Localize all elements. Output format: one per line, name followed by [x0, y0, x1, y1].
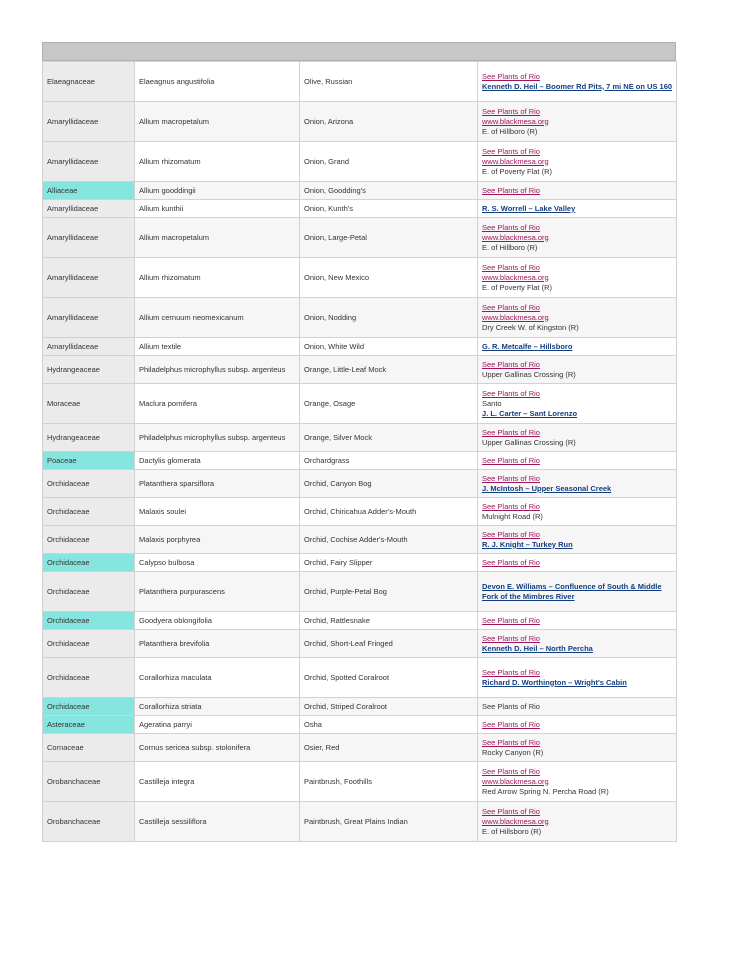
family-cell: Orchidaceae	[43, 630, 135, 658]
reference-link[interactable]: See Plants of Rio	[482, 455, 540, 465]
links-cell	[478, 526, 677, 554]
links-cell	[478, 612, 677, 630]
family-cell: Amaryllidaceae	[43, 258, 135, 298]
family-cell: Orchidaceae	[43, 554, 135, 572]
reference-link[interactable]: See Plants of Rio	[482, 262, 540, 272]
links-cell	[478, 218, 677, 258]
reference-link[interactable]: See Plants of Rio	[482, 766, 540, 776]
location-note: Rocky Canyon (R)	[482, 747, 544, 757]
family-cell: Orobanchaceae	[43, 762, 135, 802]
table-header-bar	[42, 42, 676, 61]
common-name-cell: Orchid, Short-Leaf Fringed	[300, 630, 478, 658]
common-name-cell: Orchid, Striped Coralroot	[300, 698, 478, 716]
common-name-cell: Onion, Nodding	[300, 298, 478, 338]
scientific-name-cell: Allium rhizomatum	[135, 258, 300, 298]
reference-link[interactable]: See Plants of Rio	[482, 302, 540, 312]
table-row	[43, 658, 677, 698]
scientific-name-cell: Elaeagnus angustifolia	[135, 62, 300, 102]
location-note: See Plants of Rio	[482, 701, 540, 711]
reference-link[interactable]: J. L. Carter – Sant Lorenzo	[482, 408, 578, 418]
family-cell: Asteraceae	[43, 716, 135, 734]
location-note: E. of Poverty Flat (R)	[482, 282, 553, 292]
scientific-name-cell: Dactylis glomerata	[135, 452, 300, 470]
links-cell	[478, 658, 677, 698]
reference-link[interactable]: www.blackmesa.org	[482, 156, 549, 166]
location-note: Upper Gallinas Crossing (R)	[482, 437, 576, 447]
reference-link[interactable]: See Plants of Rio	[482, 473, 540, 483]
location-note: E. of Hillboro (R)	[482, 126, 538, 136]
reference-link[interactable]: See Plants of Rio	[482, 633, 540, 643]
links-cell	[478, 498, 677, 526]
reference-link[interactable]: See Plants of Rio	[482, 185, 540, 195]
links-cell	[478, 716, 677, 734]
scientific-name-cell: Calypso bulbosa	[135, 554, 300, 572]
reference-link[interactable]: R. S. Worrell – Lake Valley	[482, 203, 576, 213]
common-name-cell: Onion, White Wild	[300, 338, 478, 356]
reference-link[interactable]: G. R. Metcalfe – Hillsboro	[482, 341, 573, 351]
location-note: E. of Poverty Flat (R)	[482, 166, 553, 176]
scientific-name-cell: Goodyera oblongifolia	[135, 612, 300, 630]
family-cell: Amaryllidaceae	[43, 338, 135, 356]
family-cell: Orchidaceae	[43, 498, 135, 526]
reference-link[interactable]: www.blackmesa.org	[482, 272, 549, 282]
table-row	[43, 498, 677, 526]
common-name-cell: Osha	[300, 716, 478, 734]
links-cell	[478, 298, 677, 338]
reference-link[interactable]: www.blackmesa.org	[482, 312, 549, 322]
common-name-cell: Orange, Little-Leaf Mock	[300, 356, 478, 384]
common-name-cell: Onion, Goodding's	[300, 182, 478, 200]
scientific-name-cell: Platanthera brevifolia	[135, 630, 300, 658]
family-cell: Moraceae	[43, 384, 135, 424]
links-cell	[478, 424, 677, 452]
table-row	[43, 62, 677, 102]
family-cell: Amaryllidaceae	[43, 142, 135, 182]
family-cell: Elaeagnaceae	[43, 62, 135, 102]
scientific-name-cell: Ageratina parryi	[135, 716, 300, 734]
reference-link[interactable]: See Plants of Rio	[482, 806, 540, 816]
table-row	[43, 572, 677, 612]
reference-link[interactable]: See Plants of Rio	[482, 737, 540, 747]
family-cell: Orchidaceae	[43, 470, 135, 498]
reference-link[interactable]: See Plants of Rio	[482, 359, 540, 369]
scientific-name-cell: Castilleja sessiliflora	[135, 802, 300, 842]
common-name-cell: Paintbrush, Great Plains Indian	[300, 802, 478, 842]
common-name-cell: Orchid, Canyon Bog	[300, 470, 478, 498]
links-cell	[478, 734, 677, 762]
family-cell: Cornaceae	[43, 734, 135, 762]
links-cell	[478, 572, 677, 612]
family-cell: Orchidaceae	[43, 526, 135, 554]
table-row	[43, 716, 677, 734]
scientific-name-cell: Malaxis soulei	[135, 498, 300, 526]
family-cell: Amaryllidaceae	[43, 298, 135, 338]
reference-link[interactable]: Kenneth D. Heil – North Percha	[482, 643, 593, 653]
reference-link[interactable]: J. McIntosh – Upper Seasonal Creek	[482, 483, 612, 493]
table-row	[43, 424, 677, 452]
reference-link[interactable]: See Plants of Rio	[482, 71, 540, 81]
family-cell: Amaryllidaceae	[43, 218, 135, 258]
table-row	[43, 200, 677, 218]
scientific-name-cell: Platanthera purpurascens	[135, 572, 300, 612]
reference-link[interactable]: See Plants of Rio	[482, 667, 540, 677]
family-cell: Hydrangeaceae	[43, 356, 135, 384]
table-row	[43, 698, 677, 716]
plant-list-sheet	[42, 42, 676, 842]
common-name-cell: Olive, Russian	[300, 62, 478, 102]
common-name-cell: Orange, Silver Mock	[300, 424, 478, 452]
links-cell	[478, 356, 677, 384]
table-row	[43, 452, 677, 470]
table-row	[43, 142, 677, 182]
table-row	[43, 384, 677, 424]
links-cell	[478, 698, 677, 716]
reference-link[interactable]: www.blackmesa.org	[482, 232, 549, 242]
plant-table	[42, 61, 677, 842]
common-name-cell: Paintbrush, Foothills	[300, 762, 478, 802]
reference-link[interactable]: See Plants of Rio	[482, 501, 540, 511]
reference-link[interactable]: See Plants of Rio	[482, 222, 540, 232]
reference-link[interactable]: www.blackmesa.org	[482, 776, 549, 786]
table-row	[43, 554, 677, 572]
family-cell: Amaryllidaceae	[43, 200, 135, 218]
family-cell: Orchidaceae	[43, 698, 135, 716]
scientific-name-cell: Allium gooddingii	[135, 182, 300, 200]
scientific-name-cell: Malaxis porphyrea	[135, 526, 300, 554]
scientific-name-cell: Allium cernuum neomexicanum	[135, 298, 300, 338]
table-row	[43, 630, 677, 658]
location-note: Mulnight Road (R)	[482, 511, 543, 521]
location-note: Red Arrow Spring N. Percha Road (R)	[482, 786, 609, 796]
location-note: E. of Hillsboro (R)	[482, 826, 542, 836]
scientific-name-cell: Allium macropetalum	[135, 218, 300, 258]
links-cell	[478, 762, 677, 802]
links-cell	[478, 62, 677, 102]
reference-link[interactable]: www.blackmesa.org	[482, 816, 549, 826]
common-name-cell: Osier, Red	[300, 734, 478, 762]
reference-link[interactable]: Devon E. Williams – Confluence of South & Middle Fork of the Mimbres River	[482, 581, 662, 601]
table-row	[43, 338, 677, 356]
reference-link[interactable]: See Plants of Rio	[482, 427, 540, 437]
table-row	[43, 470, 677, 498]
common-name-cell: Orchid, Chiricahua Adder's-Mouth	[300, 498, 478, 526]
location-note: E. of Hillboro (R)	[482, 242, 538, 252]
reference-link[interactable]: Richard D. Worthington – Wright's Cabin	[482, 677, 627, 687]
table-row	[43, 258, 677, 298]
links-cell	[478, 102, 677, 142]
reference-link[interactable]: Kenneth D. Heil – Boomer Rd Pits, 7 mi NE on US 160	[482, 81, 672, 91]
scientific-name-cell: Cornus sericea subsp. stolonifera	[135, 734, 300, 762]
scientific-name-cell: Castilleja integra	[135, 762, 300, 802]
scientific-name-cell: Allium textile	[135, 338, 300, 356]
links-cell	[478, 182, 677, 200]
common-name-cell: Onion, New Mexico	[300, 258, 478, 298]
table-row	[43, 298, 677, 338]
table-row	[43, 734, 677, 762]
links-cell	[478, 554, 677, 572]
family-cell: Poaceae	[43, 452, 135, 470]
links-cell	[478, 338, 677, 356]
family-cell: Alliaceae	[43, 182, 135, 200]
scientific-name-cell: Philadelphus microphyllus subsp. argenteus	[135, 424, 300, 452]
table-row	[43, 526, 677, 554]
family-cell: Amaryllidaceae	[43, 102, 135, 142]
links-cell	[478, 452, 677, 470]
scientific-name-cell: Platanthera sparsiflora	[135, 470, 300, 498]
links-cell	[478, 384, 677, 424]
reference-link[interactable]: R. J. Knight – Turkey Run	[482, 539, 573, 549]
common-name-cell: Orchardgrass	[300, 452, 478, 470]
table-row	[43, 802, 677, 842]
reference-link[interactable]: www.blackmesa.org	[482, 116, 549, 126]
table-row	[43, 182, 677, 200]
location-note: Santo	[482, 398, 502, 408]
links-cell	[478, 470, 677, 498]
family-cell: Orchidaceae	[43, 658, 135, 698]
reference-link[interactable]: See Plants of Rio	[482, 615, 540, 625]
common-name-cell: Orchid, Fairy Slipper	[300, 554, 478, 572]
location-note: Dry Creek W. of Kingston (R)	[482, 322, 579, 332]
links-cell	[478, 258, 677, 298]
family-cell: Orchidaceae	[43, 612, 135, 630]
table-row	[43, 612, 677, 630]
reference-link[interactable]: See Plants of Rio	[482, 557, 540, 567]
table-row	[43, 102, 677, 142]
common-name-cell: Orchid, Rattlesnake	[300, 612, 478, 630]
scientific-name-cell: Philadelphus microphyllus subsp. argenteus	[135, 356, 300, 384]
common-name-cell: Orchid, Cochise Adder's-Mouth	[300, 526, 478, 554]
common-name-cell: Orchid, Spotted Coralroot	[300, 658, 478, 698]
links-cell	[478, 630, 677, 658]
reference-link[interactable]: See Plants of Rio	[482, 146, 540, 156]
scientific-name-cell: Corallorhiza striata	[135, 698, 300, 716]
reference-link[interactable]: See Plants of Rio	[482, 529, 540, 539]
scientific-name-cell: Allium macropetalum	[135, 102, 300, 142]
reference-link[interactable]: See Plants of Rio	[482, 106, 540, 116]
plant-table-body	[43, 62, 677, 842]
reference-link[interactable]: See Plants of Rio	[482, 388, 540, 398]
links-cell	[478, 200, 677, 218]
scientific-name-cell: Allium kunthii	[135, 200, 300, 218]
scientific-name-cell: Maclura pomifera	[135, 384, 300, 424]
table-row	[43, 218, 677, 258]
common-name-cell: Orange, Osage	[300, 384, 478, 424]
common-name-cell: Onion, Arizona	[300, 102, 478, 142]
links-cell	[478, 142, 677, 182]
common-name-cell: Onion, Grand	[300, 142, 478, 182]
family-cell: Hydrangeaceae	[43, 424, 135, 452]
scientific-name-cell: Corallorhiza maculata	[135, 658, 300, 698]
common-name-cell: Orchid, Purple-Petal Bog	[300, 572, 478, 612]
reference-link[interactable]: See Plants of Rio	[482, 719, 540, 729]
location-note: Upper Gallinas Crossing (R)	[482, 369, 576, 379]
links-cell	[478, 802, 677, 842]
table-row	[43, 762, 677, 802]
scientific-name-cell: Allium rhizomatum	[135, 142, 300, 182]
table-row	[43, 356, 677, 384]
common-name-cell: Onion, Kunth's	[300, 200, 478, 218]
family-cell: Orobanchaceae	[43, 802, 135, 842]
family-cell: Orchidaceae	[43, 572, 135, 612]
common-name-cell: Onion, Large-Petal	[300, 218, 478, 258]
